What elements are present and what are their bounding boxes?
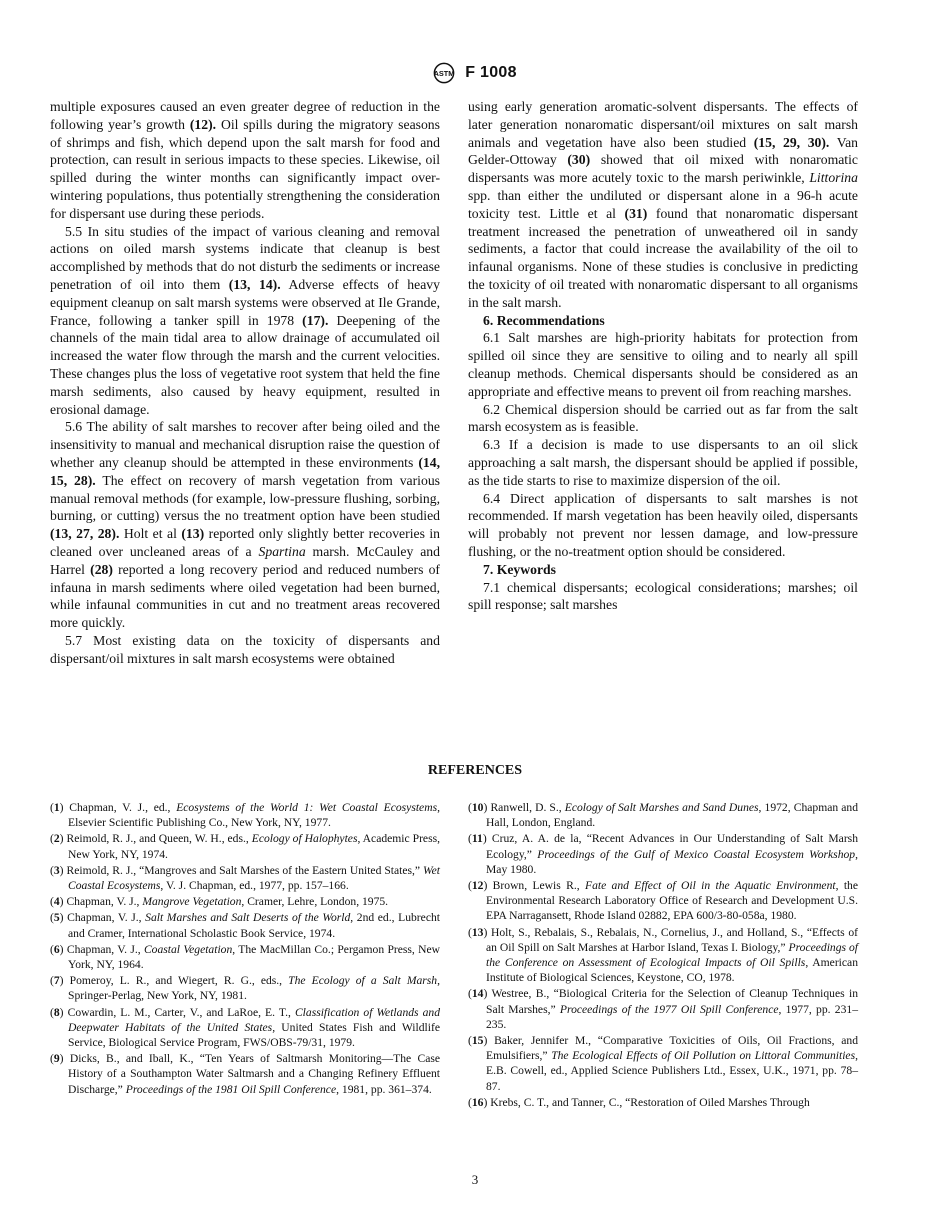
paragraph-7-1: 7.1 chemical dispersants; ecological considerations; marshes; oil spill response; salt marshes (468, 579, 858, 613)
reference-number: 7 (53, 974, 60, 988)
reference-number: 11 (471, 832, 483, 846)
page-header (0, 62, 950, 88)
reference-number: 1 (53, 801, 60, 814)
astm-logo-icon (433, 62, 455, 84)
reference-item: (9) Dicks, B., and Iball, K., “Ten Years of Saltmarsh Monitoring—The Case History of a Southampton Water Saltmarsh and a Changing Refinery Effluent Discharge,” Proceedings of the 1981 Oil Spill Conference, 1981, pp. 361–374. (50, 1052, 440, 1096)
reference-item: (14) Westree, B., “Biological Criteria for the Selection of Cleanup Techniques in Salt Marshes,” Proceedings of the 1977 Oil Spill Conference, 1977, pp. 231–235. (468, 987, 858, 1031)
reference-number: 8 (53, 1005, 60, 1019)
reference-item: (4) Chapman, V. J., Mangrove Vegetation, Cramer, Lehre, London, 1975. (50, 895, 389, 909)
reference-item: (12) Brown, Lewis R., Fate and Effect of Oil in the Aquatic Environment, the Environmental Research Laboratory Office of Research and Development U.S. EPA Narragansett, Rhode Island 02882, EPA 600/3-80-058a, 1980. (468, 879, 858, 923)
paragraph-continued: multiple exposures caused an even greater degree of reduction in the following year’s growth (12). Oil spills during the migratory seasons of shrimps and fish, which depend upon the salt marsh for food and protection, can result in serious impacts to these species. Likewise, oil spilled during the winter months can significantly impact over-wintering populations, thus potentially strengthening the consideration for dispersant use during these periods. (50, 99, 440, 221)
page-number: 3 (471, 1172, 479, 1187)
references-right (468, 800, 858, 1111)
paragraph-continued-right: using early generation aromatic-solvent dispersants. The effects of later generation nonaromatic dispersant/oil mixtures on salt marsh animals and vegetation have also been studied (15, 29, 30). Van Gelder-Ottoway (30) showed that oil mixed with nonaromatic dispersants was more acutely toxic to the marsh periwinkle, Littorina spp. than either the undiluted or dispersant alone in a 96-h acute toxicity test. Little et al (31) found that nonaromatic dispersant treatment increased the penetration of unweathered oil in sandy sediments, a factor that could increase the availability of the oil to infaunal organisms. None of these studies is conclusive in predicting the toxicity of oil treated with nonaromatic dispersant to all organisms in the salt marsh. (468, 99, 858, 310)
paragraph-5-5: 5.5 In situ studies of the impact of various cleaning and removal actions on oiled marsh systems indicate that cleanup is best accomplished by methods that do not disturb the sediments or increase penetration of oil into them (13, 14). Adverse effects of heavy equipment cleanup on salt marsh systems were observed at Ile Grande, France, following a tanker spill in 1978 (17). Deepening of the channels of the main tidal area to allow drainage of accumulated oil increased the water flow through the marsh and the current velocities. These changes plus the loss of vegetative root system that held the fine marsh sediments, also caused by heavy equipment, resulted in erosional damage. (50, 223, 440, 417)
reference-item: (8) Cowardin, L. M., Carter, V., and LaRoe, E. T., Classification of Wetlands and Deepwater Habitats of the United States, United States Fish and Wildlife Service, Biological Service Program, FWS/OBS-79/31, 1979. (50, 1005, 440, 1050)
reference-number: 4 (53, 895, 60, 909)
paragraph-6-3: 6.3 If a decision is made to use dispersants to an oil slick approaching a salt marsh, the dispersant should be applied if possible, as the tide starts to rise to maximize dispersion of the oil. (468, 437, 858, 488)
reference-item: (15) Baker, Jennifer M., “Comparative Toxicities of Oils, Oil Fractions, and Emulsifiers,” The Ecological Effects of Oil Pollution on Littoral Communities, E.B. Cowell, ed., Applied Science Publishers Ltd., Essex, U.K., 1971, pp. 78–87. (468, 1034, 858, 1093)
paragraph-6-1: 6.1 Salt marshes are high-priority habitats for protection from spilled oil since they are sensitive to oiling and to nearly all spill cleanup methods. Chemical dispersants should be considered as an appropriate and effective means to prevent oil from reaching marshes. (468, 330, 858, 399)
reference-number: 15 (471, 1034, 484, 1048)
left-column (50, 98, 440, 668)
reference-item: (16) Krebs, C. T., and Tanner, C., “Restoration of Oiled Marshes Through (468, 1095, 810, 1109)
reference-number: 10 (471, 801, 484, 814)
reference-item: (1) Chapman, V. J., ed., Ecosystems of the World 1: Wet Coastal Ecosystems, Elsevier Scientific Publishing Co., New York, NY, 1977. (50, 801, 440, 830)
reference-number: 2 (53, 832, 60, 846)
reference-item: (11) Cruz, A. A. de la, “Recent Advances in Our Understanding of Salt Marsh Ecology,” Proceedings of the Gulf of Mexico Coastal Ecosystem Workshop, May 1980. (468, 832, 858, 876)
reference-number: 9 (53, 1052, 60, 1066)
reference-number: 12 (471, 879, 484, 893)
svg-text:ASTM: ASTM (433, 69, 455, 79)
reference-number: 16 (471, 1095, 484, 1109)
reference-number: 13 (471, 925, 484, 939)
paragraph-6-4: 6.4 Direct application of dispersants to salt marshes is not recommended. If marsh vegetation has been heavily oiled, dispersants will probably not prevent nor lessen damage, and low-pressure flushing, or the no-treatment option should be considered. (468, 490, 858, 559)
paragraph-6-2: 6.2 Chemical dispersion should be carried out as far from the salt marsh ecosystem as is feasible. (468, 401, 858, 435)
reference-item: (13) Holt, S., Rebalais, S., Rebalais, N., Cornelius, J., and Holland, S., “Effects of an Oil Spill on Salt Marshes at Harbor Island, Texas I. Biology,” Proceedings of the Conference on Assessment of Ecological Impacts of Oil Spills, American Institute of Biological Sciences, Keystone, CO, 1978. (468, 925, 858, 985)
reference-item: (5) Chapman, V. J., Salt Marshes and Salt Deserts of the World, 2nd ed., Lubrecht and Cramer, International Scholastic Book Service, 1974. (50, 911, 440, 940)
references-left (50, 800, 440, 1098)
paragraph-5-6: 5.6 The ability of salt marshes to recover after being oiled and the insensitivity to manual and mechanical disruption raise the question of whether any cleanup should be attempted in these environments (14, 15, 28). The effect on recovery of marsh vegetation from various manual removal methods (for example, low-pressure flushing, sorbing, burning, or cutting) versus the no treatment option have been studied (13, 27, 28). Holt et al (13) reported only slightly better recoveries in cleaned over uncleaned areas of a Spartina marsh. McCauley and Harrel (28) reported a long recovery period and reduced numbers of infauna in marsh sediments where oiled vegetation had been burned, while infaunal communities in cut and no treatment areas recovered more quickly. (50, 419, 441, 631)
reference-number: 6 (53, 942, 60, 956)
reference-item: (3) Reimold, R. J., “Mangroves and Salt Marshes of the Eastern United States,” Wet Coastal Ecosystems, V. J. Chapman, ed., 1977, pp. 157–166. (50, 863, 440, 893)
reference-item: (10) Ranwell, D. S., Ecology of Salt Marshes and Sand Dunes, 1972, Chapman and Hall, London, England. (468, 801, 858, 830)
reference-number: 14 (471, 987, 484, 1001)
paragraph-5-7: 5.7 Most existing data on the toxicity of dispersants and dispersant/oil mixtures in salt marsh ecosystems were obtained (50, 632, 440, 666)
section-7-heading: 7. Keywords (483, 561, 556, 577)
reference-item: (6) Chapman, V. J., Coastal Vegetation, The MacMillan Co.; Pergamon Press, New York, NY, 1964. (50, 942, 441, 972)
reference-item: (7) Pomeroy, L. R., and Wiegert, R. G., eds., The Ecology of a Salt Marsh, Springer-Perlag, New York, NY, 1981. (50, 974, 440, 1003)
right-column (468, 98, 858, 614)
reference-number: 3 (53, 863, 60, 877)
reference-item: (2) Reimold, R. J., and Queen, W. H., eds., Ecology of Halophytes, Academic Press, New York, NY, 1974. (50, 832, 440, 861)
section-6-heading: 6. Recommendations (483, 312, 605, 328)
references-heading: REFERENCES (427, 763, 523, 778)
document-id: F 1008 (465, 64, 517, 81)
reference-number: 5 (53, 911, 60, 925)
